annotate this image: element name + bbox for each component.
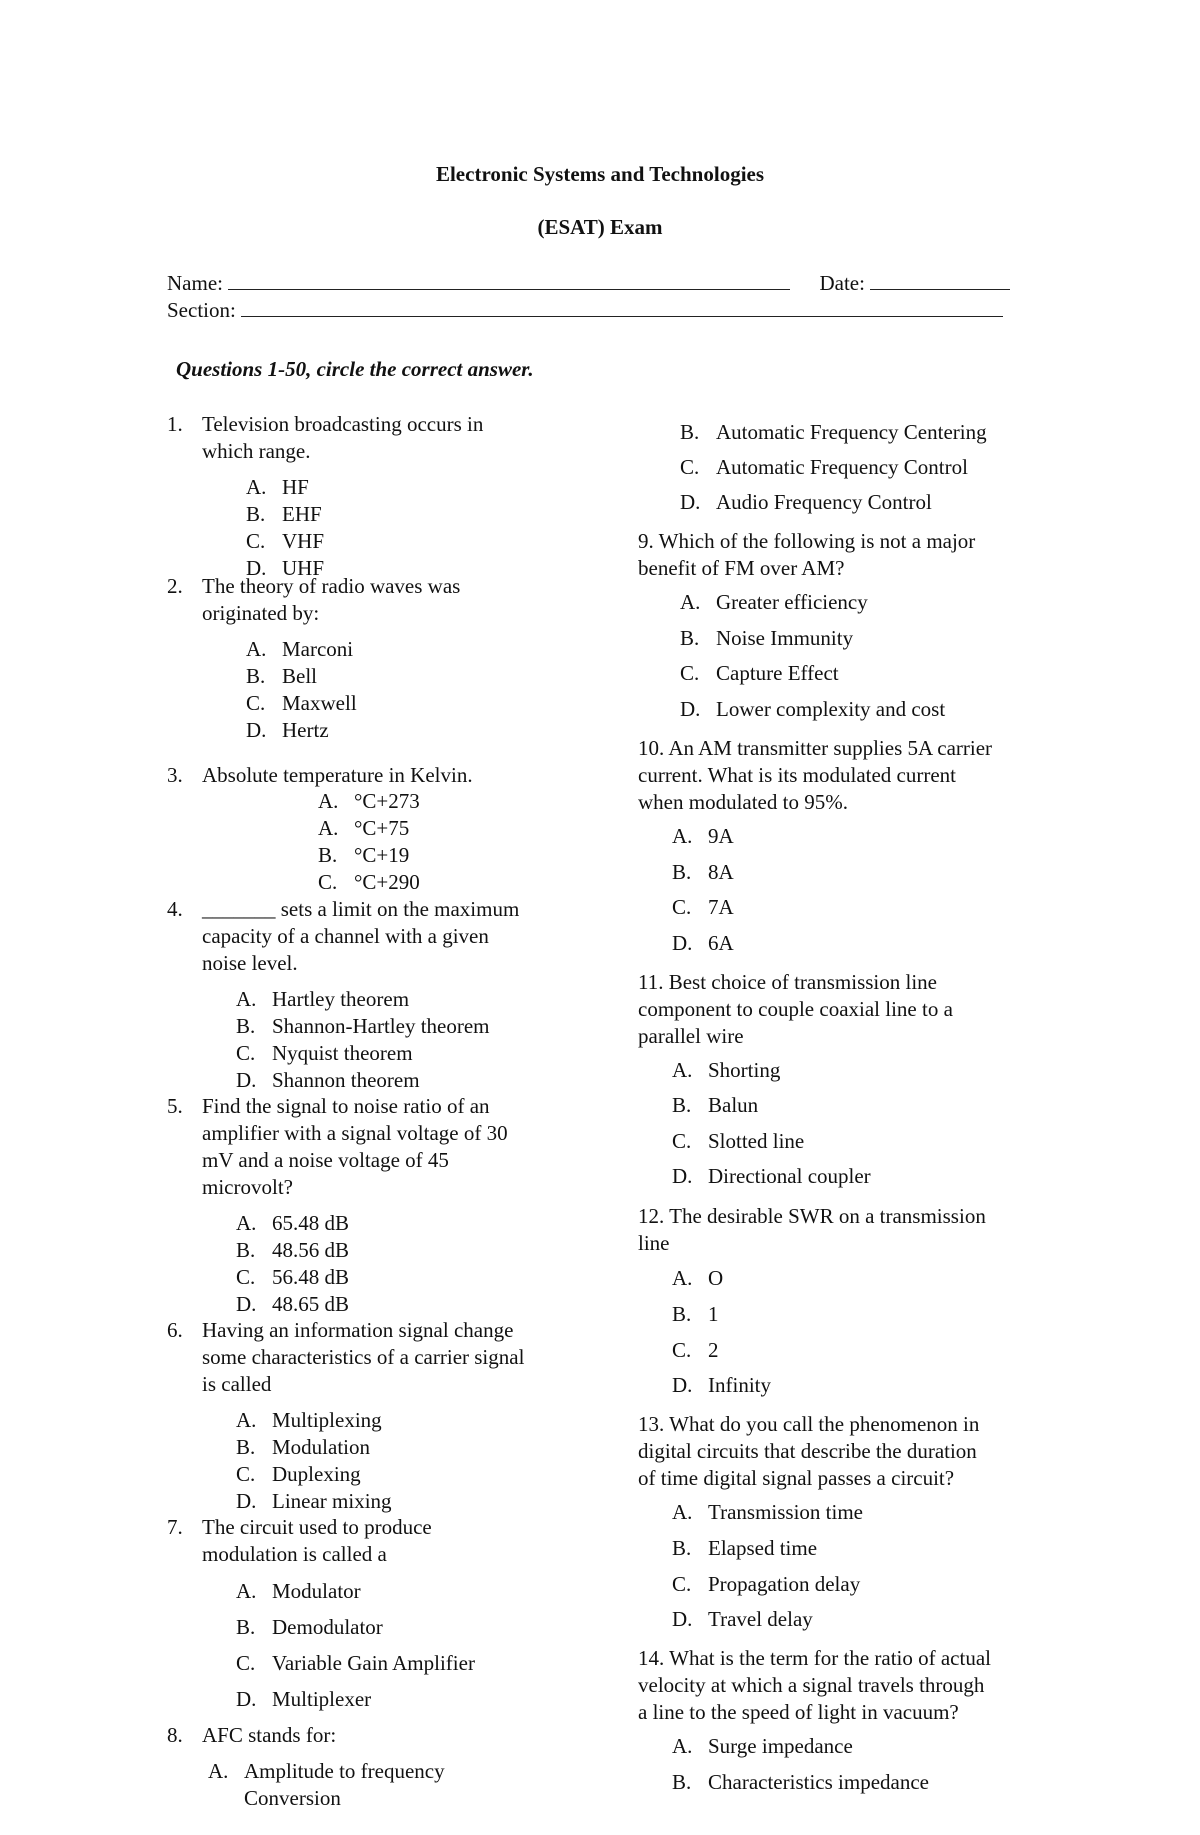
option-text[interactable]: Duplexing <box>272 1462 361 1486</box>
question-text: 14. What is the term for the ratio of actual <box>638 1646 991 1670</box>
option-letter[interactable]: A. <box>246 475 267 499</box>
option-letter[interactable]: D. <box>672 931 693 955</box>
option-text[interactable]: Conversion <box>244 1786 341 1810</box>
option-text[interactable]: Linear mixing <box>272 1489 392 1513</box>
question-number: 3. <box>167 763 183 787</box>
option-letter[interactable]: D. <box>672 1164 693 1188</box>
option-letter[interactable]: C. <box>672 1572 692 1596</box>
question-text: 10. An AM transmitter supplies 5A carrier <box>638 736 993 760</box>
option-letter[interactable]: A. <box>236 1579 257 1603</box>
option-letter[interactable]: B. <box>236 1238 256 1262</box>
section-blank[interactable] <box>241 298 1003 317</box>
option-text[interactable]: 8A <box>708 860 734 884</box>
option-text[interactable]: Bell <box>282 664 317 688</box>
option-text[interactable]: °C+75 <box>354 816 410 840</box>
question-number: 7. <box>167 1515 183 1539</box>
option-letter[interactable]: B. <box>246 664 266 688</box>
option-letter[interactable]: B. <box>672 860 692 884</box>
option-text[interactable]: Slotted line <box>708 1129 805 1153</box>
question-text: The theory of radio waves was <box>202 574 461 598</box>
question-text: Having an information signal change <box>202 1318 514 1342</box>
option-text[interactable]: Shannon-Hartley theorem <box>272 1014 490 1038</box>
option-letter[interactable]: A. <box>672 1266 693 1290</box>
option-text[interactable]: Variable Gain Amplifier <box>272 1651 475 1675</box>
question-text: of time digital signal passes a circuit? <box>638 1466 955 1490</box>
question-text: is called <box>202 1372 272 1396</box>
question-text: 13. What do you call the phenomenon in <box>638 1412 980 1436</box>
option-text[interactable]: 48.56 dB <box>272 1238 350 1262</box>
option-text[interactable]: Hertz <box>282 718 329 742</box>
question-text: amplifier with a signal voltage of 30 <box>202 1121 508 1145</box>
question-text: Find the signal to noise ratio of an <box>202 1094 490 1118</box>
question-text: The circuit used to produce <box>202 1515 432 1539</box>
option-text[interactable]: Greater efficiency <box>716 590 868 614</box>
question-number: 6. <box>167 1318 183 1342</box>
option-letter[interactable]: D. <box>236 1489 257 1513</box>
question-text: mV and a noise voltage of 45 <box>202 1148 449 1172</box>
instructions: Questions 1-50, circle the correct answer. <box>176 357 534 381</box>
option-letter[interactable]: C. <box>236 1651 256 1675</box>
option-text[interactable]: Hartley theorem <box>272 987 410 1011</box>
option-text[interactable]: 2 <box>708 1338 719 1362</box>
option-text[interactable]: Demodulator <box>272 1615 383 1639</box>
question-text: 11. Best choice of transmission line <box>638 970 938 994</box>
option-letter[interactable]: B. <box>236 1014 256 1038</box>
option-text[interactable]: O <box>708 1266 724 1290</box>
option-letter[interactable]: A. <box>318 816 339 840</box>
option-text[interactable]: Travel delay <box>708 1607 813 1631</box>
question-text: capacity of a channel with a given <box>202 924 489 948</box>
option-text[interactable]: °C+273 <box>354 789 420 813</box>
option-text[interactable]: Balun <box>708 1093 759 1117</box>
option-text[interactable]: 9A <box>708 824 734 848</box>
option-letter[interactable]: B. <box>672 1770 692 1794</box>
option-text[interactable]: Automatic Frequency Control <box>716 455 968 479</box>
option-text[interactable]: Shorting <box>708 1058 781 1082</box>
option-letter[interactable]: D. <box>672 1607 693 1631</box>
option-letter[interactable]: A. <box>236 987 257 1011</box>
question-number: 4. <box>167 897 183 921</box>
option-letter[interactable]: C. <box>236 1041 256 1065</box>
question-text: Television broadcasting occurs in <box>202 412 484 436</box>
option-text[interactable]: 65.48 dB <box>272 1211 350 1235</box>
option-letter[interactable]: A. <box>672 824 693 848</box>
option-text[interactable]: Elapsed time <box>708 1536 818 1560</box>
option-letter[interactable]: C. <box>672 895 692 919</box>
option-text[interactable]: EHF <box>282 502 322 526</box>
option-letter[interactable]: A. <box>672 1734 693 1758</box>
question-number: 2. <box>167 574 183 598</box>
option-letter[interactable]: C. <box>672 1129 692 1153</box>
option-text[interactable]: 56.48 dB <box>272 1265 350 1289</box>
option-letter[interactable]: D. <box>236 1068 257 1092</box>
name-blank[interactable] <box>228 271 790 290</box>
question-text: parallel wire <box>638 1024 744 1048</box>
option-text[interactable]: VHF <box>282 529 325 553</box>
name-row <box>167 271 1010 296</box>
option-letter[interactable]: C. <box>246 691 266 715</box>
option-text[interactable]: °C+19 <box>354 843 410 867</box>
question-text: digital circuits that describe the duration <box>638 1439 977 1463</box>
option-letter[interactable]: A. <box>236 1408 257 1432</box>
question-text: benefit of FM over AM? <box>638 556 845 580</box>
exam-title: Electronic Systems and Technologies <box>435 162 765 186</box>
question-text: AFC stands for: <box>202 1723 337 1747</box>
option-text[interactable]: 48.65 dB <box>272 1292 350 1316</box>
question-number: 8. <box>167 1723 183 1747</box>
option-letter[interactable]: D. <box>680 490 701 514</box>
option-letter[interactable]: A. <box>672 1500 693 1524</box>
option-text[interactable]: Lower complexity and cost <box>716 697 946 721</box>
option-text[interactable]: Modulator <box>272 1579 361 1603</box>
question-text: 9. Which of the following is not a major <box>638 529 976 553</box>
option-text[interactable]: Multiplexing <box>272 1408 382 1432</box>
option-letter[interactable]: A. <box>236 1211 257 1235</box>
question-text: some characteristics of a carrier signal <box>202 1345 525 1369</box>
option-letter[interactable]: C. <box>318 870 338 894</box>
question-text: noise level. <box>202 951 298 975</box>
option-text[interactable]: Amplitude to frequency <box>244 1759 445 1783</box>
option-letter[interactable]: B. <box>680 626 700 650</box>
option-text[interactable]: Automatic Frequency Centering <box>716 420 987 444</box>
option-text[interactable]: HF <box>282 475 309 499</box>
question-text: which range. <box>202 439 311 463</box>
option-letter[interactable]: B. <box>318 843 338 867</box>
question-text: current. What is its modulated current <box>638 763 957 787</box>
option-letter[interactable]: B. <box>672 1536 692 1560</box>
question-number: 5. <box>167 1094 183 1118</box>
question-text: line <box>638 1231 670 1255</box>
section-row <box>167 298 1003 323</box>
question-text: originated by: <box>202 601 320 625</box>
question-text: microvolt? <box>202 1175 293 1199</box>
option-letter[interactable]: A. <box>208 1759 229 1783</box>
option-text[interactable]: Modulation <box>272 1435 370 1459</box>
option-text[interactable]: Multiplexer <box>272 1687 372 1711</box>
question-text: _______ sets a limit on the maximum <box>202 897 520 921</box>
option-letter[interactable]: C. <box>680 661 700 685</box>
option-text[interactable]: Directional coupler <box>708 1164 871 1188</box>
option-text[interactable]: Capture Effect <box>716 661 839 685</box>
option-letter[interactable]: D. <box>236 1687 257 1711</box>
option-letter[interactable]: D. <box>672 1373 693 1397</box>
option-letter[interactable]: C. <box>236 1265 256 1289</box>
date-label: Date: <box>819 271 865 295</box>
option-text[interactable]: Nyquist theorem <box>272 1041 413 1065</box>
option-text[interactable]: Surge impedance <box>708 1734 853 1758</box>
section-label: Section: <box>167 298 236 322</box>
option-letter[interactable]: C. <box>680 455 700 479</box>
option-letter[interactable]: B. <box>672 1302 692 1326</box>
option-letter[interactable]: D. <box>236 1292 257 1316</box>
question-text: modulation is called a <box>202 1542 387 1566</box>
option-letter[interactable]: A. <box>246 637 267 661</box>
option-letter[interactable]: A. <box>318 789 339 813</box>
option-letter[interactable]: B. <box>236 1435 256 1459</box>
option-letter[interactable]: D. <box>246 718 267 742</box>
option-letter[interactable]: A. <box>680 590 701 614</box>
option-text[interactable]: Transmission time <box>708 1500 863 1524</box>
question-text: when modulated to 95%. <box>638 790 848 814</box>
question-number: 1. <box>167 412 183 436</box>
question-text: component to couple coaxial line to a <box>638 997 953 1021</box>
option-text[interactable]: Audio Frequency Control <box>716 490 932 514</box>
option-text[interactable]: Marconi <box>282 637 354 661</box>
option-letter[interactable]: C. <box>246 529 266 553</box>
question-text: 12. The desirable SWR on a transmission <box>638 1204 986 1228</box>
option-letter[interactable]: C. <box>672 1338 692 1362</box>
option-text[interactable]: 6A <box>708 931 734 955</box>
question-text: Absolute temperature in Kelvin. <box>202 763 473 787</box>
option-text[interactable]: Infinity <box>708 1373 771 1397</box>
option-letter[interactable]: D. <box>680 697 701 721</box>
name-label: Name: <box>167 271 223 295</box>
option-letter[interactable]: C. <box>236 1462 256 1486</box>
option-text[interactable]: Characteristics impedance <box>708 1770 929 1794</box>
option-letter[interactable]: B. <box>672 1093 692 1117</box>
option-letter[interactable]: D. <box>246 556 267 580</box>
option-text[interactable]: Maxwell <box>282 691 357 715</box>
exam-subtitle: (ESAT) Exam <box>537 215 663 239</box>
option-text[interactable]: UHF <box>282 556 325 580</box>
option-letter[interactable]: B. <box>246 502 266 526</box>
option-text[interactable]: Noise Immunity <box>716 626 854 650</box>
question-text: velocity at which a signal travels through <box>638 1673 985 1697</box>
option-letter[interactable]: B. <box>680 420 700 444</box>
option-text[interactable]: °C+290 <box>354 870 420 894</box>
question-text: a line to the speed of light in vacuum? <box>638 1700 959 1724</box>
option-text[interactable]: 7A <box>708 895 734 919</box>
option-text[interactable]: 1 <box>708 1302 719 1326</box>
date-blank[interactable] <box>870 271 1010 290</box>
option-letter[interactable]: B. <box>236 1615 256 1639</box>
option-text[interactable]: Shannon theorem <box>272 1068 420 1092</box>
option-letter[interactable]: A. <box>672 1058 693 1082</box>
option-text[interactable]: Propagation delay <box>708 1572 861 1596</box>
